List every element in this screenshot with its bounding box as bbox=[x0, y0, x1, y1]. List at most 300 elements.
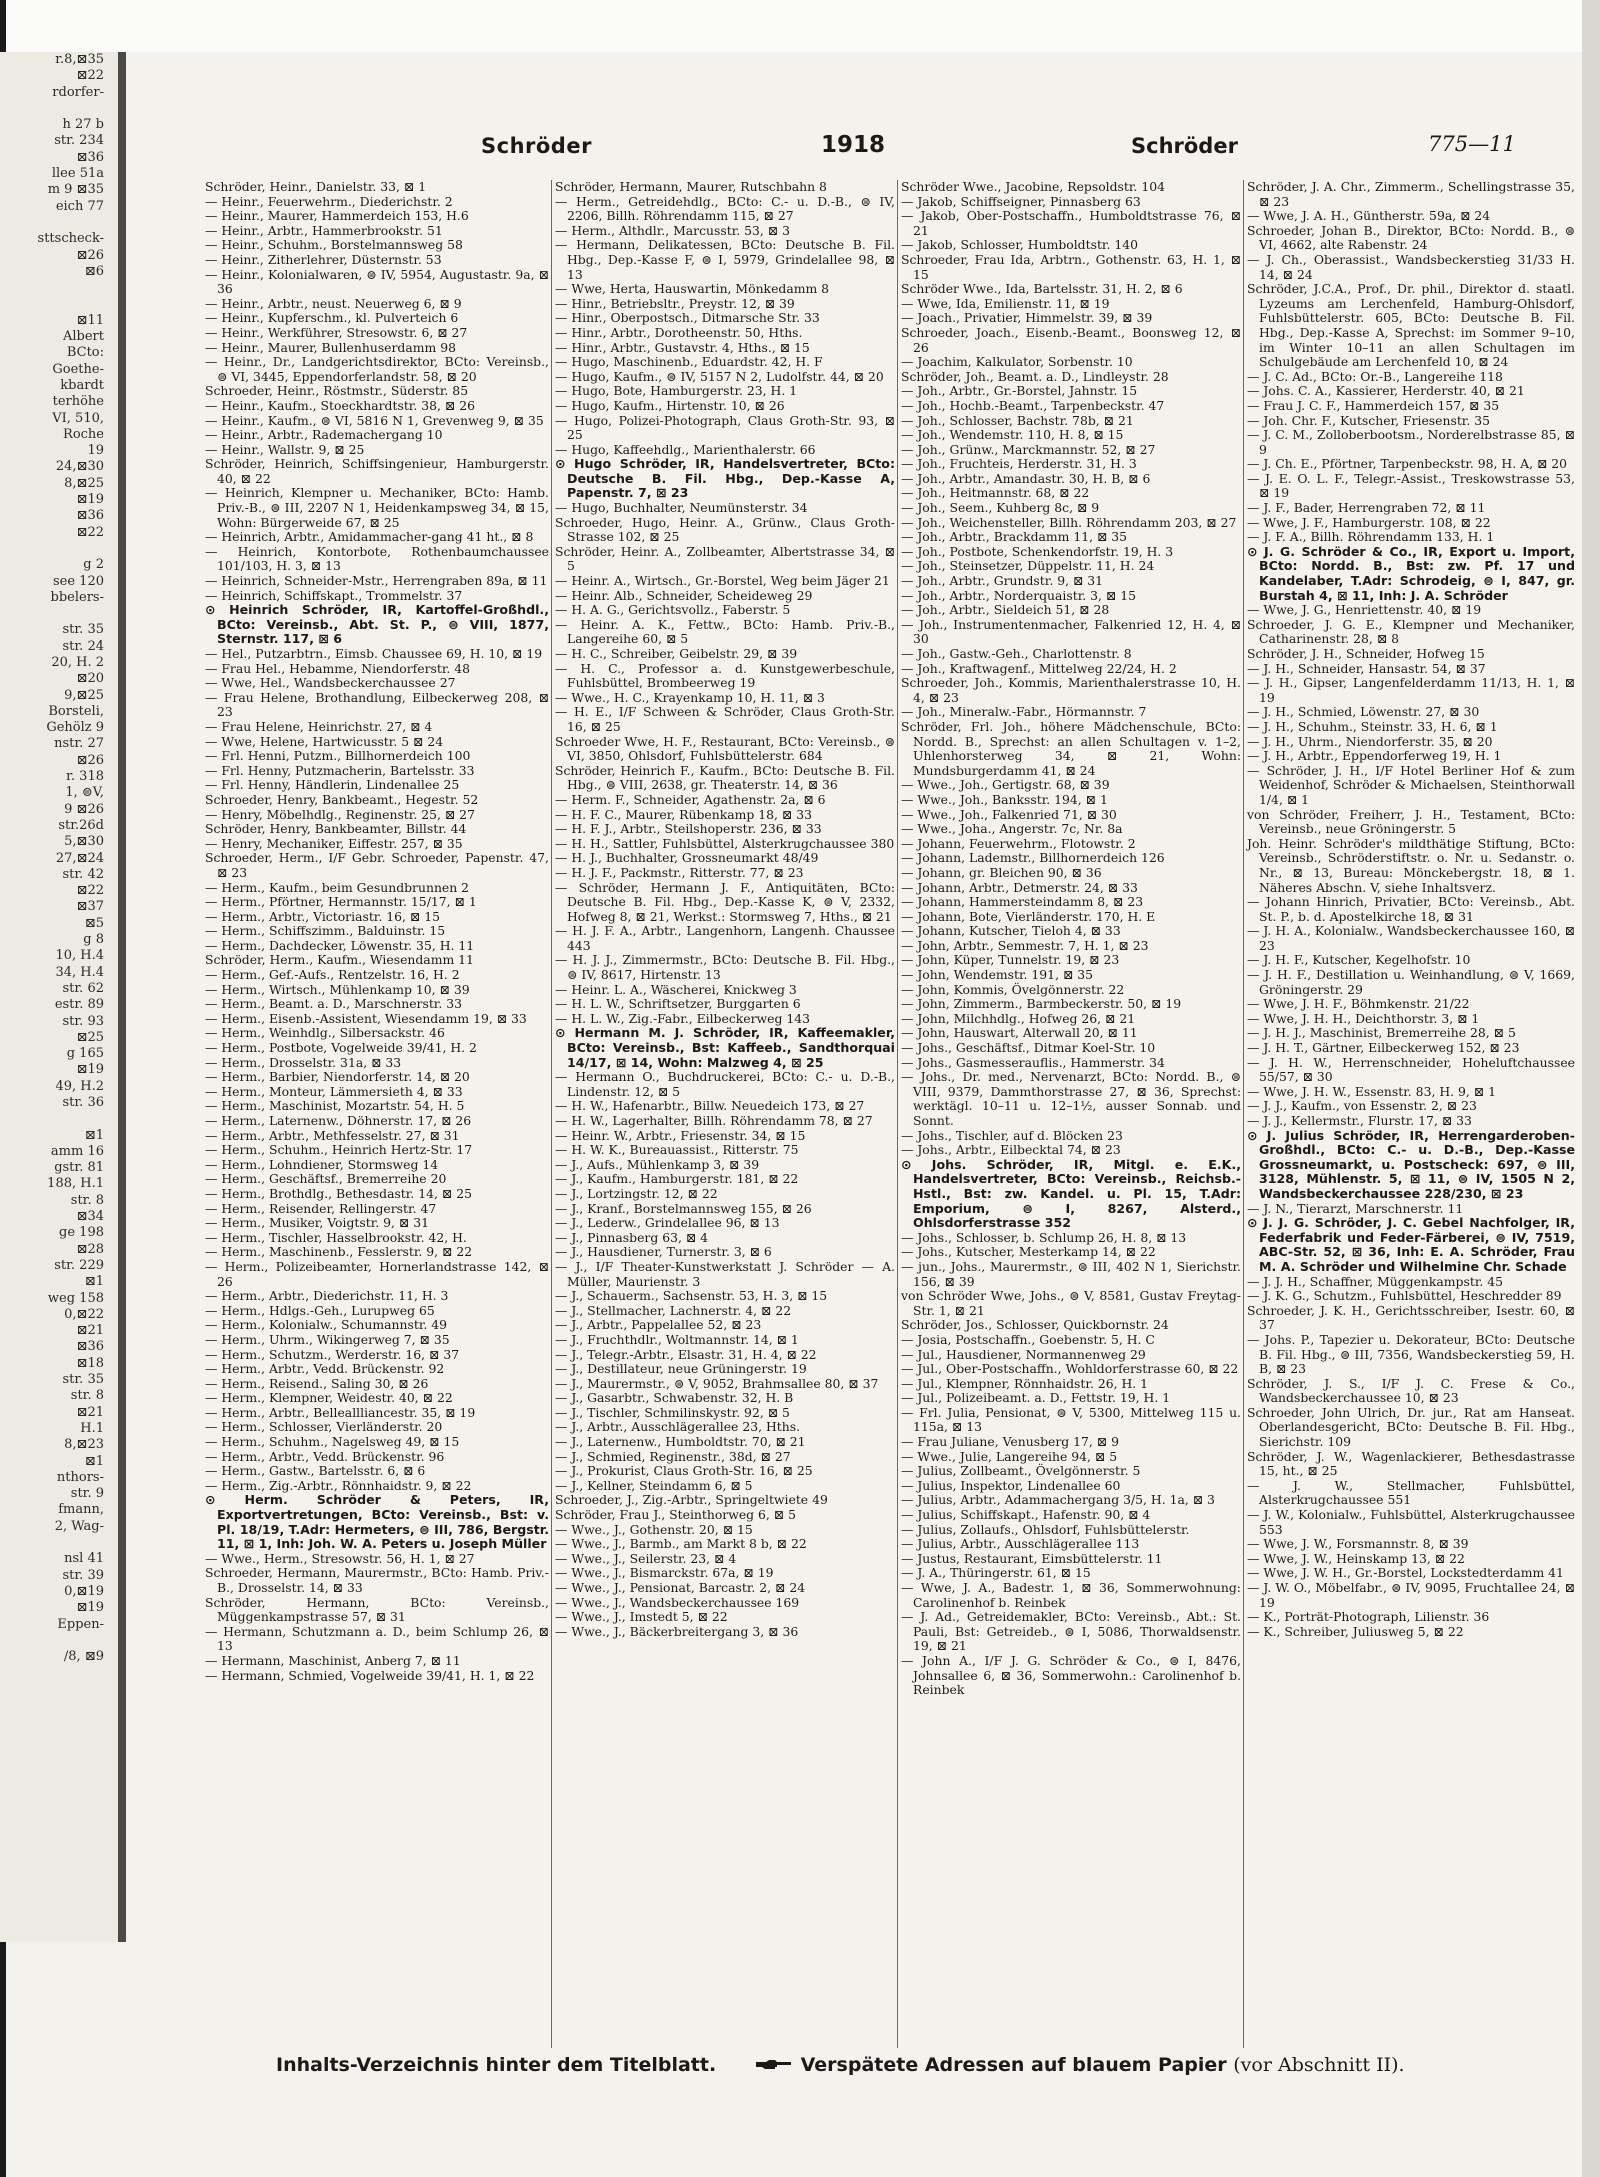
directory-entry: — J. H., Arbtr., Eppendorferweg 19, H. 1 bbox=[1247, 748, 1502, 764]
previous-page-fragment: ⊠21 bbox=[76, 1404, 104, 1420]
previous-page-fragment: str. 35 bbox=[62, 1372, 104, 1388]
directory-entry: — Wwe, J. H. F., Böhmkenstr. 21/22 bbox=[1247, 996, 1470, 1012]
directory-entry: — Hinr., Betriebsltr., Preystr. 12, ⊠ 39 bbox=[555, 295, 795, 311]
pointing-hand-icon bbox=[754, 2058, 794, 2072]
directory-entry: — Wwe, J. F., Hamburgerstr. 108, ⊠ 22 bbox=[1247, 514, 1491, 530]
directory-entry: — Herm., Gef.-Aufs., Rentzelstr. 16, H. 2 bbox=[205, 967, 460, 983]
previous-page-fragment: estr. 89 bbox=[54, 997, 104, 1013]
header-year: 1918 bbox=[821, 132, 886, 158]
directory-entry: — Herm., Drosselstr. 31a, ⊠ 33 bbox=[205, 1054, 402, 1070]
directory-entry: — Joh., Arbtr., Brackdamm 11, ⊠ 35 bbox=[901, 529, 1128, 545]
directory-entry: — J., Kranf., Borstelmannsweg 155, ⊠ 26 bbox=[555, 1200, 812, 1216]
directory-entry: — Wwe., J., Seilerstr. 23, ⊠ 4 bbox=[555, 1550, 737, 1566]
previous-page-fragment: r. 318 bbox=[66, 769, 104, 785]
directory-entry: — Henry, Möbelhdlg., Reginenstr. 25, ⊠ 27 bbox=[205, 806, 475, 822]
previous-page-fragment: weg 158 bbox=[47, 1290, 104, 1306]
directory-entry: — Joh., Fruchteis, Herderstr. 31, H. 3 bbox=[901, 456, 1137, 472]
directory-entry: — H. J. F., Packmstr., Ritterstr. 77, ⊠ 23 bbox=[555, 864, 804, 880]
previous-page-fragment: Gehölz 9 bbox=[46, 720, 104, 736]
directory-entry: — John, Wendemstr. 191, ⊠ 35 bbox=[901, 967, 1094, 983]
directory-entry: — Heinr. W., Arbtr., Friesenstr. 34, ⊠ 15 bbox=[555, 1127, 806, 1143]
previous-page-fragment: ⊠6 bbox=[84, 263, 104, 279]
previous-page-fragment: str. 93 bbox=[62, 1013, 104, 1029]
directory-entry: — Herm., Kolonialw., Schumannstr. 49 bbox=[205, 1317, 448, 1333]
directory-entry: — Heinr., Arbtr., Hammerbrookstr. 51 bbox=[205, 222, 443, 238]
directory-entry: — Wwe, Hel., Wandsbeckerchaussee 27 bbox=[205, 675, 456, 691]
directory-entry: — J., Aufs., Mühlenkamp 3, ⊠ 39 bbox=[555, 1156, 760, 1172]
previous-page-strip bbox=[0, 52, 126, 1942]
directory-entry: — Hugo, Kaffeehdlg., Marienthalerstr. 66 bbox=[555, 441, 816, 457]
previous-page-fragment bbox=[0, 1111, 118, 1127]
directory-entry: — Herm., Schiffszimm., Balduinstr. 15 bbox=[205, 923, 446, 939]
directory-entry: — J. H. J., Maschinist, Bremerreihe 28, ⊠ 5 bbox=[1247, 1025, 1516, 1041]
directory-entry: — Hel., Putzarbtrn., Eimsb. Chaussee 69, H. 10, ⊠ 19 bbox=[205, 646, 543, 661]
directory-entry: — J. E. O. L. F., Telegr.-Assist., Treskowstrasse 53, ⊠ 19 bbox=[1247, 470, 1575, 501]
directory-entry: — Wwe., J., Bismarckstr. 67a, ⊠ 19 bbox=[555, 1565, 774, 1581]
directory-entry: — Hermann, Schmied, Vogelweide 39/41, H. 1, ⊠ 22 bbox=[205, 1667, 535, 1683]
directory-entry: — Johs., Schlosser, b. Schlump 26, H. 8, ⊠ 13 bbox=[901, 1229, 1187, 1245]
directory-entry: — Heinr., Arbtr., Rademachergang 10 bbox=[205, 427, 443, 443]
directory-entry: — J., Schauerm., Sachsenstr. 53, H. 3, ⊠ 15 bbox=[555, 1288, 828, 1304]
directory-entry: — Justus, Restaurant, Eimsbüttelerstr. 11 bbox=[901, 1550, 1163, 1566]
previous-page-fragment: Borsteli, bbox=[48, 703, 104, 719]
directory-entry: — Johs., Dr. med., Nervenarzt, BCto: Nordd. B., ⊜ VIII, 9379, Dammthorstrasse 27, ⊠ 36, Sprechst: werktägl. 10–11 u. 12–1½, ausser Sonnab. und Sonnt. bbox=[901, 1069, 1241, 1128]
previous-page-fragment: 8,⊠25 bbox=[64, 475, 104, 491]
column-4 bbox=[1243, 180, 1575, 2048]
previous-page-fragment: ⊠22 bbox=[76, 883, 104, 899]
directory-entry: — Hermann, Schutzmann a. D., beim Schlump 26, ⊠ 13 bbox=[205, 1623, 549, 1654]
directory-entry: Schröder, Heinrich F., Kaufm., BCto: Deutsche B. Fil. Hbg., ⊜ VIII, 2638, gr. Theaterstr. 14, ⊠ 36 bbox=[555, 762, 895, 793]
directory-entry: ⊙ Heinrich Schröder, IR, Kartoffel-Großhdl., BCto: Vereinsb., Abt. St. P., ⊜ VIII, 1877, Sternstr. 117, ⊠ 6 bbox=[205, 602, 549, 647]
previous-page-fragment: str. 36 bbox=[62, 1095, 104, 1110]
previous-page-fragment: str. 35 bbox=[62, 622, 104, 638]
directory-entry: — Wwe, Herta, Hauswartin, Mönkedamm 8 bbox=[555, 281, 830, 297]
directory-entry: — Joach., Privatier, Himmelstr. 39, ⊠ 39 bbox=[901, 310, 1153, 326]
directory-entry: — Jakob, Schlosser, Humboldtstr. 140 bbox=[901, 237, 1139, 253]
directory-entry: — Frl. Henny, Händlerin, Lindenallee 25 bbox=[205, 777, 460, 793]
previous-page-fragment: str. 8 bbox=[70, 1192, 104, 1208]
directory-entry: Schröder, Heinr., Danielstr. 33, ⊠ 1 bbox=[205, 180, 427, 194]
directory-entry: — Herm., Althdlr., Marcusstr. 53, ⊠ 3 bbox=[555, 222, 790, 238]
directory-entry: — John, Küper, Tunnelstr. 19, ⊠ 23 bbox=[901, 952, 1120, 968]
previous-page-fragment: see 120 bbox=[52, 573, 104, 589]
previous-page-fragment: eich 77 bbox=[55, 198, 104, 214]
directory-entry: — Heinr., Kaufm., Stoeckhardtstr. 38, ⊠ 26 bbox=[205, 397, 475, 413]
directory-entry: — Johs., Geschäftsf., Ditmar Koel-Str. 10 bbox=[901, 1040, 1156, 1056]
directory-entry: — Julius, Schiffskapt., Hafenstr. 90, ⊠ 4 bbox=[901, 1507, 1151, 1523]
directory-entry: ⊙ Hermann M. J. Schröder, IR, Kaffeemakler, BCto: Vereinsb., Bst: Kaffeeb., Sandthorquai 14/17, ⊠ 14, Wohn: Malzweg 4, ⊠ 25 bbox=[555, 1025, 895, 1070]
previous-page-fragment: ⊠26 bbox=[76, 247, 104, 263]
previous-page-fragment bbox=[0, 1633, 118, 1649]
directory-entry: — Johs. C. A., Kassierer, Herderstr. 40, ⊠ 21 bbox=[1247, 383, 1525, 399]
directory-entry: — Joh., Instrumentenmacher, Falkenried 12, H. 4, ⊠ 30 bbox=[901, 616, 1241, 647]
directory-entry: — Heinr., Maurer, Hammerdeich 153, H.6 bbox=[205, 208, 469, 224]
footer-late-addresses bbox=[754, 2054, 1405, 2076]
previous-page-fragment: Roche bbox=[63, 426, 104, 442]
directory-entry: — Herm., Reisender, Rellingerstr. 47 bbox=[205, 1200, 437, 1216]
directory-entry: — H. A. G., Gerichtsvollz., Faberstr. 5 bbox=[555, 602, 791, 618]
directory-entry: — Joh., Arbtr., Norderquaistr. 3, ⊠ 15 bbox=[901, 587, 1137, 603]
directory-entry: — Herm., Schuhm., Nagelsweg 49, ⊠ 15 bbox=[205, 1434, 460, 1450]
directory-entry: — Heinr., Schuhm., Borstelmannsweg 58 bbox=[205, 237, 463, 253]
directory-entry: — Herm., Dachdecker, Löwenstr. 35, H. 11 bbox=[205, 937, 475, 953]
directory-entry: ⊙ J. J. G. Schröder, J. C. Gebel Nachfolger, IR, Federfabrik und Feder-Färberei, ⊜ IV, 7519, ABC-Str. 52, ⊠ 36, Inh: E. A. Schröder, Frau M. A. Schröder und Wilhelmine Chr. Schade bbox=[1247, 1215, 1575, 1274]
previous-page-fragment: h 27 b bbox=[62, 117, 104, 133]
previous-page-fragment: 24,⊠30 bbox=[55, 459, 104, 475]
directory-entry: — K., Schreiber, Juliusweg 5, ⊠ 22 bbox=[1247, 1623, 1464, 1639]
directory-entry: — Johann, Feuerwehrm., Flotowstr. 2 bbox=[901, 835, 1136, 851]
directory-entry: — Herm., Musiker, Voigtstr. 9, ⊠ 31 bbox=[205, 1215, 429, 1231]
directory-entry: — Frau Helene, Brothandlung, Eilbeckerweg 208, ⊠ 23 bbox=[205, 689, 549, 720]
previous-page-fragment: ⊠19 bbox=[76, 1062, 104, 1078]
previous-page-fragment: ⊠18 bbox=[76, 1355, 104, 1371]
directory-entry: — Frau Juliane, Venusberg 17, ⊠ 9 bbox=[901, 1434, 1119, 1450]
previous-page-fragment: str. 62 bbox=[62, 980, 104, 996]
directory-entry: — J. Ch. E., Pförtner, Tarpenbeckstr. 98, H. A, ⊠ 20 bbox=[1247, 456, 1568, 472]
previous-page-fragment: ⊠21 bbox=[76, 1323, 104, 1339]
directory-entry: — J. W., Stellmacher, Fuhlsbüttel, Alsterkrugchaussee 551 bbox=[1247, 1477, 1575, 1508]
directory-entry: Schröder, J. S., I/F J. C. Frese & Co., Wandsbeckerchaussee 10, ⊠ 23 bbox=[1247, 1375, 1575, 1406]
directory-entry: — Heinr. Alb., Schneider, Scheideweg 29 bbox=[555, 587, 813, 603]
previous-page-fragment: 20, H. 2 bbox=[51, 654, 104, 670]
directory-entry: — J. F., Bader, Herrengraben 72, ⊠ 11 bbox=[1247, 500, 1486, 516]
previous-page-fragment: 9 ⊠26 bbox=[64, 801, 104, 817]
previous-page-fragment: str. 39 bbox=[62, 1567, 104, 1583]
directory-entry: — Hugo, Polizei-Photograph, Claus Groth-Str. 93, ⊠ 25 bbox=[555, 412, 895, 443]
previous-page-fragment: ⊠36 bbox=[76, 508, 104, 524]
directory-entry: — Johann, Hammersteindamm 8, ⊠ 23 bbox=[901, 894, 1144, 910]
directory-entry: — Josia, Postschaffn., Goebenstr. 5, H. C bbox=[901, 1331, 1155, 1347]
directory-entry: — Hinr., Arbtr., Gustavstr. 4, Hths., ⊠ 15 bbox=[555, 339, 810, 355]
directory-entry: Schröder, Jos., Schlosser, Quickbornstr. 24 bbox=[901, 1317, 1169, 1333]
directory-entry: Schroeder, Henry, Bankbeamt., Hegestr. 52 bbox=[205, 791, 479, 807]
previous-page-fragment bbox=[0, 280, 118, 296]
directory-entry: — J. C. Ad., BCto: Or.-B., Langereihe 118 bbox=[1247, 368, 1503, 384]
directory-entry: — Joh., Arbtr., Gr.-Borstel, Jahnstr. 15 bbox=[901, 383, 1138, 399]
previous-page-fragment: nsl 41 bbox=[64, 1551, 104, 1567]
directory-entry: — Heinr., Dr., Landgerichtsdirektor, BCto: Vereinsb., ⊜ VI, 3445, Eppendorferlandstr. 58, ⊠ 20 bbox=[205, 354, 549, 384]
directory-entry: Schroeder, J., Zig.-Arbtr., Springeltwiete 49 bbox=[555, 1492, 828, 1508]
directory-entry: — Heinrich, Klempner u. Mechaniker, BCto: Hamb. Priv.-B., ⊜ III, 2207 N 1, Heidenkampsweg 34, ⊠ 15, Wohn: Bürgerweide 67, ⊠ 25 bbox=[205, 485, 549, 530]
previous-page-fragment: /8, ⊠9 bbox=[63, 1649, 104, 1665]
directory-entry: — Joh., Kraftwagenf., Mittelweg 22/24, H. 2 bbox=[901, 660, 1177, 676]
directory-entry: — Frau J. C. F., Hammerdeich 157, ⊠ 35 bbox=[1247, 397, 1500, 413]
directory-entry: — Wwe., Julie, Langereihe 94, ⊠ 5 bbox=[901, 1448, 1118, 1464]
directory-entry: Schröder, Hermann, BCto: Vereinsb., Müggenkampstrasse 57, ⊠ 31 bbox=[205, 1594, 549, 1625]
directory-entry: — Wwe., Joh., Falkenried 71, ⊠ 30 bbox=[901, 806, 1117, 822]
directory-entry: — Heinr., Wallstr. 9, ⊠ 25 bbox=[205, 441, 365, 457]
directory-entry: Schröder, Frau J., Steinthorweg 6, ⊠ 5 bbox=[555, 1507, 796, 1523]
directory-entry: — Hinr., Arbtr., Dorotheenstr. 50, Hths. bbox=[555, 324, 803, 340]
directory-entry: — J., Maurermstr., ⊜ V, 9052, Brahmsallee 80, ⊠ 37 bbox=[555, 1375, 879, 1391]
directory-entry: — J., Hausdiener, Turnerstr. 3, ⊠ 6 bbox=[555, 1244, 772, 1260]
directory-entry: — Heinr., Feuerwehrm., Diederichstr. 2 bbox=[205, 193, 453, 209]
directory-entry: — Hugo, Bote, Hamburgerstr. 23, H. 1 bbox=[555, 383, 798, 399]
directory-entry: — J., Destillateur, neue Grüningerstr. 19 bbox=[555, 1361, 807, 1377]
directory-entry: — Hinr., Oberpostsch., Ditmarsche Str. 33 bbox=[555, 310, 820, 326]
directory-entry: — J., Schmied, Reginenstr., 38d, ⊠ 27 bbox=[555, 1448, 791, 1464]
directory-entry: — John, Zimmerm., Barmbeckerstr. 50, ⊠ 19 bbox=[901, 996, 1182, 1012]
directory-entry: — Herm., Geschäftsf., Bremerreihe 20 bbox=[205, 1171, 447, 1187]
directory-entry: — H. L. W., Zig.-Fabr., Eilbeckerweg 143 bbox=[555, 1010, 810, 1026]
page-number: 775—11 bbox=[1428, 132, 1516, 156]
previous-page-fragment: 0,⊠22 bbox=[64, 1306, 104, 1322]
directory-entry: — K., Porträt-Photograph, Lilienstr. 36 bbox=[1247, 1609, 1490, 1625]
directory-entry: — H. J., Buchhalter, Grossneumarkt 48/49 bbox=[555, 850, 819, 866]
previous-page-fragment: BCto: bbox=[66, 345, 104, 361]
column-1 bbox=[205, 180, 549, 2048]
directory-entry: Schroeder Wwe, H. F., Restaurant, BCto: Vereinsb., ⊜ VI, 3850, Ohlsdorf, Fuhlsbüttelerstr. 684 bbox=[555, 733, 895, 764]
previous-page-fragment: bbelers- bbox=[50, 589, 104, 605]
directory-entry: Schröder, Herm., Kaufm., Wiesendamm 11 bbox=[205, 952, 474, 968]
previous-page-fragment: ⊠1 bbox=[84, 1274, 104, 1290]
directory-entry: — Herm., Maschinist, Mozartstr. 54, H. 5 bbox=[205, 1098, 465, 1114]
directory-entry: — Wwe, J. H. W., Essenstr. 83, H. 9, ⊠ 1 bbox=[1247, 1083, 1496, 1099]
directory-entry: — Hugo, Buchhalter, Neumünsterstr. 34 bbox=[555, 500, 808, 516]
directory-entry: — Frau Hel., Hebamme, Niendorferstr. 48 bbox=[205, 660, 471, 676]
directory-entry: — Heinr., Zitherlehrer, Düsternstr. 53 bbox=[205, 251, 442, 267]
directory-entry: — Herm., Laternenw., Döhnerstr. 17, ⊠ 26 bbox=[205, 1113, 472, 1128]
previous-page-fragment: m 9 ⊠35 bbox=[47, 182, 104, 198]
directory-entry: — Frl. Henny, Putzmacherin, Bartelsstr. 33 bbox=[205, 762, 475, 778]
directory-entry: — Hugo, Maschinenb., Eduardstr. 42, H. F bbox=[555, 354, 823, 370]
directory-entry: — H. J. J., Zimmermstr., BCto: Deutsche B. Fil. Hbg., ⊜ IV, 8617, Hirtenstr. 13 bbox=[555, 952, 895, 983]
directory-entry: — Herm., Lohndiener, Stormsweg 14 bbox=[205, 1156, 439, 1172]
directory-entry: — Heinr. A. K., Fettw., BCto: Hamb. Priv.-B., Langereihe 60, ⊠ 5 bbox=[555, 616, 895, 647]
directory-entry: — H. J. F. A., Arbtr., Langenhorn, Langenh. Chaussee 443 bbox=[555, 923, 895, 953]
previous-page-fragment bbox=[0, 606, 118, 622]
directory-entry: — Herm., Brothdlg., Bethesdastr. 14, ⊠ 25 bbox=[205, 1185, 472, 1201]
directory-entry: Schroeder, Hugo, Heinr. A., Grünw., Claus Groth-Strasse 102, ⊠ 25 bbox=[555, 514, 895, 545]
directory-entry: — Heinr., Kupferschm., kl. Pulverteich 6 bbox=[205, 310, 459, 326]
previous-page-fragment: H.1 bbox=[80, 1420, 104, 1436]
directory-entry: — Joh., Arbtr., Sieldeich 51, ⊠ 28 bbox=[901, 602, 1110, 618]
header-left-name: Schröder bbox=[481, 134, 592, 158]
directory-entry: Schröder, Heinrich, Schiffsingenieur, Hamburgerstr. 40, ⊠ 22 bbox=[205, 456, 549, 486]
directory-entry: — Herm., Schuhm., Heinrich Hertz-Str. 17 bbox=[205, 1142, 473, 1158]
page-header bbox=[196, 126, 1576, 164]
directory-entry: — Joh., Arbtr., Grundstr. 9, ⊠ 31 bbox=[901, 573, 1104, 589]
directory-entry: — Wwe, Ida, Emilienstr. 11, ⊠ 19 bbox=[901, 295, 1110, 311]
directory-entry: — H. F. C., Maurer, Rübenkamp 18, ⊠ 33 bbox=[555, 806, 812, 822]
directory-entry: — Johann, Lademstr., Billhornerdeich 126 bbox=[901, 850, 1165, 866]
previous-page-fragment bbox=[0, 215, 118, 231]
directory-entry: — Johann, Arbtr., Detmerstr. 24, ⊠ 33 bbox=[901, 879, 1138, 895]
directory-entry: — Herm., Hdlgs.-Geh., Lurupweg 65 bbox=[205, 1302, 435, 1318]
directory-entry: — H. W. K., Bureauassist., Ritterstr. 75 bbox=[555, 1142, 799, 1158]
directory-entry: ⊙ Hugo Schröder, IR, Handelsvertreter, BCto: Deutsche B. Fil. Hbg., Dep.-Kasse A, Papenstr. 7, ⊠ 23 bbox=[555, 456, 895, 501]
directory-entry: — Herm., Zig.-Arbtr., Rönnhaidstr. 9, ⊠ 22 bbox=[205, 1477, 472, 1493]
directory-entry: — Wwe, J. W. H., Gr.-Borstel, Lockstedterdamm 41 bbox=[1247, 1565, 1564, 1581]
directory-entry: — J. J. H., Schaffner, Müggenkampstr. 45 bbox=[1247, 1273, 1504, 1289]
directory-entry: — J. J., Kaufm., von Essenstr. 2, ⊠ 23 bbox=[1247, 1098, 1477, 1114]
directory-entry: — Jakob, Schiffseigner, Pinnasberg 63 bbox=[901, 193, 1141, 209]
directory-entry: — Wwe, J. H. H., Deichthorstr. 3, ⊠ 1 bbox=[1247, 1010, 1480, 1026]
directory-entry: — J., Prokurist, Claus Groth-Str. 16, ⊠ 25 bbox=[555, 1463, 813, 1479]
directory-entry: — Heinrich, Schneider-Mstr., Herrengraben 89a, ⊠ 11 bbox=[205, 573, 548, 589]
directory-entry: Schroeder, Joach., Eisenb.-Beamt., Boonsweg 12, ⊠ 26 bbox=[901, 324, 1241, 355]
previous-page-fragment: ⊠1 bbox=[84, 1453, 104, 1469]
previous-page-fragment: g 165 bbox=[66, 1046, 104, 1062]
previous-page-fragment: ⊠19 bbox=[76, 1600, 104, 1616]
directory-entry: — Hugo, Kaufm., ⊜ IV, 5157 N 2, Ludolfstr. 44, ⊠ 20 bbox=[555, 368, 884, 384]
directory-entry: Schroeder, Heinr., Röstmstr., Süderstr. 85 bbox=[205, 383, 469, 399]
directory-entry: — Heinr., Maurer, Bullenhuserdamm 98 bbox=[205, 339, 456, 355]
directory-entry: — Heinrich, Kontorbote, Rothenbaumchaussee 101/103, H. 3, ⊠ 13 bbox=[205, 543, 549, 574]
header-right-name: Schröder bbox=[1131, 134, 1238, 158]
directory-entry: — Herm., Weinhdlg., Silbersackstr. 46 bbox=[205, 1025, 445, 1041]
directory-entry: — H. C., Schreiber, Geibelstr. 29, ⊠ 39 bbox=[555, 646, 798, 661]
previous-page-fragment: str. 8 bbox=[70, 1388, 104, 1404]
directory-entry: — Wwe., J., Barmb., am Markt 8 b, ⊠ 22 bbox=[555, 1536, 807, 1552]
directory-entry: — jun., Johs., Maurermstr., ⊜ III, 402 N 1, Sierichstr. 156, ⊠ 39 bbox=[901, 1258, 1241, 1289]
previous-page-fragment: g 8 bbox=[83, 932, 104, 948]
footer-late-addresses-text: Verspätete Adressen auf blauem Papier bbox=[800, 2054, 1227, 2076]
previous-page-fragment: rdorfer- bbox=[52, 84, 104, 100]
directory-entry: — J. Ch., Oberassist., Wandsbeckerstieg 31/33 H. 14, ⊠ 24 bbox=[1247, 251, 1575, 282]
directory-entry: — Herm., Kaufm., beim Gesundbrunnen 2 bbox=[205, 879, 470, 895]
previous-page-fragment: ⊠22 bbox=[76, 524, 104, 540]
directory-entry: — J., I/F Theater-Kunstwerkstatt J. Schröder — A. Müller, Maurienstr. 3 bbox=[555, 1258, 895, 1289]
previous-page-fragment: 9,⊠25 bbox=[64, 687, 104, 703]
previous-page-fragment: 19 bbox=[87, 443, 104, 459]
directory-entry: von Schröder Wwe, Johs., ⊜ V, 8581, Gustav Freytag-Str. 1, ⊠ 21 bbox=[901, 1288, 1241, 1318]
directory-entry: — J. H. F., Kutscher, Kegelhofstr. 10 bbox=[1247, 952, 1471, 968]
directory-entry: — H. C., Professor a. d. Kunstgewerbeschule, Fuhlsbüttel, Brombeerweg 19 bbox=[555, 660, 895, 691]
directory-entry: — Joh., Steinsetzer, Düppelstr. 11, H. 24 bbox=[901, 558, 1155, 574]
directory-entry: — Joh. Chr. F., Kutscher, Friesenstr. 35 bbox=[1247, 412, 1491, 428]
directory-entry: — Joh., Hochb.-Beamt., Tarpenbeckstr. 47 bbox=[901, 397, 1165, 413]
directory-entry: Schroeder, J. G. E., Klempner und Mechaniker, Catharinenstr. 28, ⊠ 8 bbox=[1247, 616, 1575, 647]
directory-entry: — Joh., Weichensteller, Billh. Röhrendamm 203, ⊠ 27 bbox=[901, 514, 1237, 530]
directory-entry: — J., Arbtr., Ausschlägerallee 23, Hths. bbox=[555, 1419, 801, 1435]
directory-entry: Schröder, Henry, Bankbeamter, Billstr. 44 bbox=[205, 821, 467, 837]
directory-entry: — Herm., Polizeibeamter, Hornerlandstrasse 142, ⊠ 26 bbox=[205, 1258, 549, 1289]
directory-entry: Schroeder, John Ulrich, Dr. jur., Rat am Hanseat. Oberlandesgericht, BCto: Deutsche B. Fil. Hbg., Sierichstr. 109 bbox=[1247, 1404, 1575, 1450]
directory-entry: — J. H., Schmied, Löwenstr. 27, ⊠ 30 bbox=[1247, 704, 1480, 720]
directory-entry: — Hermann, Delikatessen, BCto: Deutsche B. Fil. Hbg., Dep.-Kasse F, ⊜ I, 5979, Grindelallee 98, ⊠ 13 bbox=[555, 237, 895, 282]
directory-entry: ⊙ Johs. Schröder, IR, Mitgl. e. E.K., Handelsvertreter, BCto: Vereinsb., Reichsb.-Hstl., Bst: zw. Kandel. u. Pl. 15, T.Adr: Emporium, ⊜ I, 8267, Alsterd., Ohlsdorferstrasse 352 bbox=[901, 1156, 1241, 1231]
directory-entry: — Henry, Mechaniker, Eiffestr. 257, ⊠ 35 bbox=[205, 835, 463, 851]
directory-entry: — H. H., Sattler, Fuhlsbüttel, Alsterkrugchaussee 380 bbox=[555, 835, 895, 851]
directory-entry: Schröder Wwe., Jacobine, Repsoldstr. 104 bbox=[901, 180, 1165, 194]
directory-entry: Schroeder, Joh., Kommis, Marienthalerstrasse 10, H. 4, ⊠ 23 bbox=[901, 675, 1241, 705]
directory-entry: — Hermann, Maschinist, Anberg 7, ⊠ 11 bbox=[205, 1652, 461, 1668]
directory-entry: Schröder, Frl. Joh., höhere Mädchenschule, BCto: Nordd. B., Sprechst: an allen Schultagen v. 1–2, Uhlenhorsterweg 34, ⊠ 21, Wohn: Mundsburgerdamm 41, ⊠ 24 bbox=[901, 718, 1241, 778]
directory-entry: — Wwe, J. A., Badestr. 1, ⊠ 36, Sommerwohnung: Carolinenhof b. Reinbek bbox=[901, 1580, 1241, 1610]
directory-entry: — Heinr., Werkführer, Stresowstr. 6, ⊠ 27 bbox=[205, 324, 468, 340]
scan-right-border bbox=[1582, 0, 1600, 2177]
directory-entry: — Julius, Inspektor, Lindenallee 60 bbox=[901, 1477, 1121, 1493]
directory-entry: — J. H., Uhrm., Niendorferstr. 35, ⊠ 20 bbox=[1247, 733, 1493, 749]
directory-entry: — Julius, Arbtr., Adammachergang 3/5, H. 1a, ⊠ 3 bbox=[901, 1492, 1215, 1508]
previous-page-fragment: 34, H.4 bbox=[55, 964, 104, 980]
directory-entry: von Schröder, Freiherr, J. H., Testament, BCto: Vereinsb., neue Gröningerstr. 5 bbox=[1247, 806, 1575, 837]
directory-entry: — Herm., Barbier, Niendorferstr. 14, ⊠ 20 bbox=[205, 1069, 470, 1085]
directory-entry: — Herm., Uhrm., Wikingerweg 7, ⊠ 35 bbox=[205, 1331, 450, 1347]
directory-entry: — Hermann O., Buchdruckerei, BCto: C.- u. D.-B., Lindenstr. 12, ⊠ 5 bbox=[555, 1069, 895, 1099]
directory-entry: — Herm., Getreidehdlg., BCto: C.- u. D.-B., ⊜ IV, 2206, Billh. Röhrendamm 115, ⊠ 27 bbox=[555, 193, 895, 224]
directory-entry: — Johs., Tischler, auf d. Blöcken 23 bbox=[901, 1127, 1123, 1143]
previous-page-fragment: ⊠5 bbox=[84, 915, 104, 931]
directory-entry: — Johs., Gasmesserauflis., Hammerstr. 34 bbox=[901, 1054, 1165, 1070]
previous-page-fragment: 188, H.1 bbox=[47, 1176, 104, 1192]
directory-entry: — J. K. G., Schutzm., Fuhlsbüttel, Heschredder 89 bbox=[1247, 1288, 1562, 1304]
directory-entry: — Wwe, J. W., Forsmannstr. 8, ⊠ 39 bbox=[1247, 1536, 1469, 1552]
directory-entry: — Julius, Zollaufs., Ohlsdorf, Fuhlsbüttelerstr. bbox=[901, 1521, 1190, 1537]
directory-entry: — J. H. A., Kolonialw., Wandsbeckerchaussee 160, ⊠ 23 bbox=[1247, 923, 1575, 953]
directory-entry: — J., Lederw., Grindelallee 96, ⊠ 13 bbox=[555, 1215, 780, 1231]
directory-entry: — J., Lortzingstr. 12, ⊠ 22 bbox=[555, 1185, 718, 1201]
directory-entry: — Wwe., Joh., Banksstr. 194, ⊠ 1 bbox=[901, 791, 1108, 807]
directory-entry: — Wwe., Herm., Stresowstr. 56, H. 1, ⊠ 27 bbox=[205, 1550, 475, 1566]
directory-entry: — Joh., Mineralw.-Fabr., Hörmannstr. 7 bbox=[901, 704, 1147, 720]
directory-entry: Schroeder, Johan B., Direktor, BCto: Nordd. B., ⊜ VI, 4662, alte Rabenstr. 24 bbox=[1247, 222, 1575, 253]
directory-entry: — Heinr., Kolonialwaren, ⊜ IV, 5954, Augustastr. 9a, ⊠ 36 bbox=[205, 266, 549, 297]
previous-page-fragment: gstr. 81 bbox=[54, 1160, 104, 1176]
directory-entry: — Johs., Kutscher, Mesterkamp 14, ⊠ 22 bbox=[901, 1244, 1156, 1260]
column-2 bbox=[551, 180, 895, 2048]
directory-entry: — Schröder, J. H., I/F Hotel Berliner Hof & zum Weidenhof, Schröder & Michaelsen, Steinthorwall 1/4, ⊠ 1 bbox=[1247, 762, 1575, 807]
directory-entry: — Joh., Grünw., Marckmannstr. 52, ⊠ 27 bbox=[901, 441, 1156, 457]
previous-page-fragment: 5,⊠30 bbox=[64, 834, 104, 850]
directory-entry: — Wwe., J., Wandsbeckerchaussee 169 bbox=[555, 1594, 800, 1610]
directory-entry: — Herm., Arbtr., Diederichstr. 11, H. 3 bbox=[205, 1288, 449, 1304]
footer-index-note: Inhalts-Verzeichnis hinter dem Titelblatt. bbox=[276, 2054, 717, 2076]
column-3 bbox=[897, 180, 1241, 2048]
directory-entry: — Herm., Arbtr., Belleallliancestr. 35, ⊠ 19 bbox=[205, 1404, 476, 1420]
directory-entry: — J. C. M., Zolloberbootsm., Norderelbstrasse 85, ⊠ 9 bbox=[1247, 427, 1575, 457]
directory-entry: — J., Kaufm., Hamburgerstr. 181, ⊠ 22 bbox=[555, 1171, 799, 1187]
directory-entry: — Wwe, J. A. H., Güntherstr. 59a, ⊠ 24 bbox=[1247, 208, 1491, 224]
directory-entry: — Julius, Arbtr., Ausschlägerallee 113 bbox=[901, 1536, 1140, 1552]
previous-page-fragment: ⊠28 bbox=[76, 1241, 104, 1257]
directory-entry: — Herm., Schutzm., Werderstr. 16, ⊠ 37 bbox=[205, 1346, 460, 1362]
directory-entry: — Wwe, J. G., Henriettenstr. 40, ⊠ 19 bbox=[1247, 602, 1482, 618]
directory-entry: — J., Telegr.-Arbtr., Elsastr. 31, H. 4, ⊠ 22 bbox=[555, 1346, 817, 1362]
directory-entry: — Joh., Gastw.-Geh., Charlottenstr. 8 bbox=[901, 646, 1132, 661]
directory-entry: ⊙ J. Julius Schröder, IR, Herrengarderoben-Großhdl., BCto: C.- u. D.-B., Dep.-Kasse Grossneumarkt, u. Postscheck: 697, ⊜ III, 3128, Mühlenstr. 5, ⊠ 11, ⊜ IV, 1505 N 2, Wandsbeckerchaussee 228/230, ⊠ 23 bbox=[1247, 1127, 1575, 1201]
directory-entry: Schroeder, Hermann, Maurermstr., BCto: Hamb. Priv.-B., Drosselstr. 14, ⊠ 33 bbox=[205, 1565, 549, 1595]
directory-entry: — J. W., Kolonialw., Fuhlsbüttel, Alsterkrugchaussee 553 bbox=[1247, 1507, 1575, 1537]
previous-page-fragment: Eppen- bbox=[57, 1616, 104, 1632]
directory-entry: — Wwe., J., Imstedt 5, ⊠ 22 bbox=[555, 1609, 728, 1625]
directory-entry: — Herm., Tischler, Hasselbrookstr. 42, H. bbox=[205, 1229, 467, 1245]
directory-entry: — Johann Hinrich, Privatier, BCto: Vereinsb., Abt. St. P., b. d. Apostelkirche 18, ⊠ 31 bbox=[1247, 894, 1575, 924]
previous-page-fragment: 10, H.4 bbox=[55, 948, 104, 964]
directory-entry: — Wwe, J. W., Heinskamp 13, ⊠ 22 bbox=[1247, 1550, 1465, 1566]
previous-page-fragment: ⊠25 bbox=[76, 1029, 104, 1045]
previous-page-fragment: 27,⊠24 bbox=[55, 850, 104, 866]
directory-entry: — Julius, Zollbeamt., Övelgönnerstr. 5 bbox=[901, 1463, 1141, 1479]
previous-page-fragment: amm 16 bbox=[50, 1143, 104, 1159]
directory-entry: — Joh., Wendemstr. 110, H. 8, ⊠ 15 bbox=[901, 427, 1124, 443]
directory-entry: — Joh., Heitmannstr. 68, ⊠ 22 bbox=[901, 485, 1090, 501]
previous-page-fragment: g 2 bbox=[83, 557, 104, 573]
previous-page-fragment: str. 42 bbox=[62, 866, 104, 882]
directory-entry: — Schröder, Hermann J. F., Antiquitäten, BCto: Deutsche B. Fil. Hbg., Dep.-Kasse K, ⊜ V, 2332, Hofweg 8, ⊠ 21, Werkst.: Stormsweg 7, Hths., ⊠ 21 bbox=[555, 879, 895, 924]
directory-entry: — Hugo, Kaufm., Hirtenstr. 10, ⊠ 26 bbox=[555, 397, 785, 413]
previous-page-fragment: ge 198 bbox=[59, 1225, 104, 1241]
directory-entry: — Heinr., Arbtr., neust. Neuerweg 6, ⊠ 9 bbox=[205, 295, 462, 311]
directory-entry: Schröder, Heinr. A., Zollbeamter, Albertstrasse 34, ⊠ 5 bbox=[555, 543, 895, 574]
previous-page-fragment: 8,⊠23 bbox=[64, 1437, 104, 1453]
previous-page-fragment: kbardt bbox=[60, 377, 104, 393]
directory-entry: — Herm., Eisenb.-Assistent, Wiesendamm 19, ⊠ 33 bbox=[205, 1010, 527, 1026]
previous-page-fragment bbox=[0, 101, 118, 117]
directory-page bbox=[196, 52, 1576, 2152]
footer-late-addresses-note: (vor Abschnitt II). bbox=[1233, 2054, 1405, 2076]
